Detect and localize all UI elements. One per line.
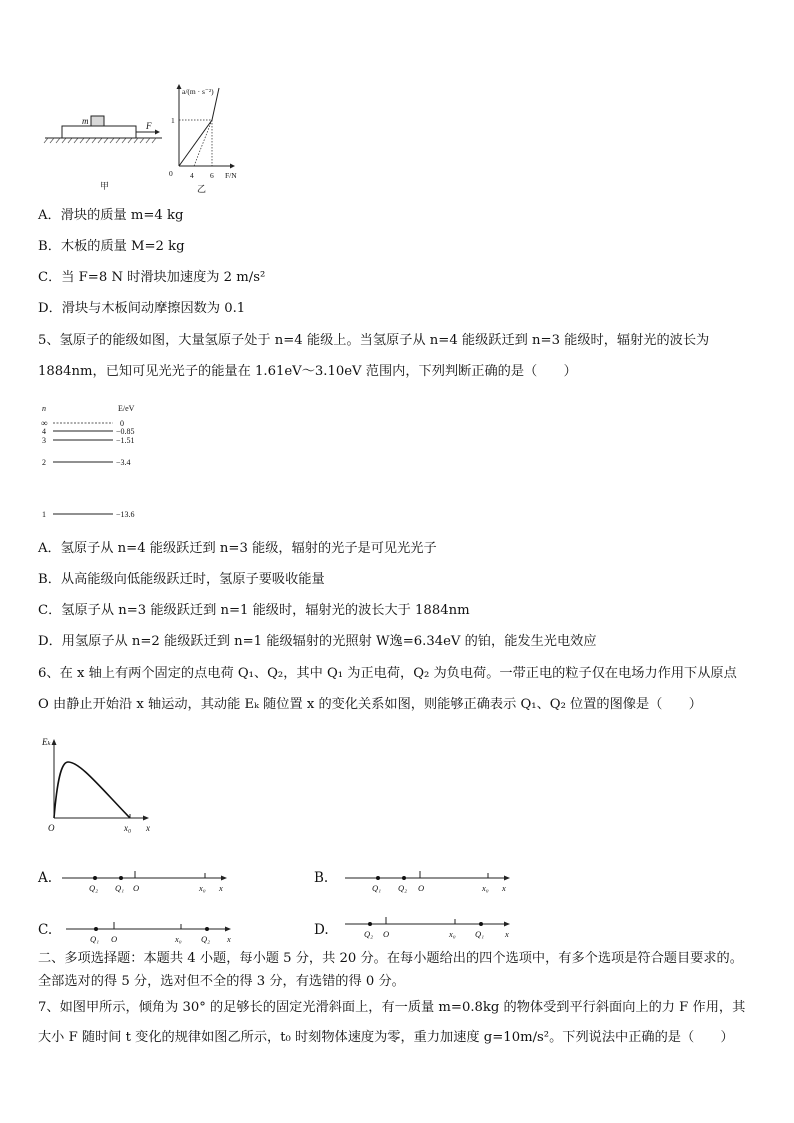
label-q2: Q₂ bbox=[89, 883, 99, 893]
q6-option-c-letter: C. bbox=[38, 922, 53, 938]
level-e-2: −3.4 bbox=[116, 458, 131, 467]
block bbox=[91, 116, 104, 126]
level-e-4: −0.85 bbox=[116, 427, 135, 436]
q7-stem-line1: 7、如图甲所示，倾角为 30° 的足够长的固定光滑斜面上，有一质量 m=0.8kg 的物体受到平行斜面向上的力 F 作用，其 bbox=[38, 1000, 746, 1015]
charge-dot bbox=[368, 922, 372, 926]
q7-stem-line2: 大小 F 随时间 t 变化的规律如图乙所示，t₀ 时刻物体速度为零，重力加速度 g=10m/s²。下列说法中正确的是（ ） bbox=[38, 1030, 734, 1045]
label-q2: Q₂ bbox=[364, 929, 374, 939]
q6-option-d-letter: D. bbox=[314, 922, 329, 938]
level-n-4: 4 bbox=[42, 427, 46, 436]
yi-caption: 乙 bbox=[197, 184, 207, 194]
q5-option-b: B．从高能级向低能级跃迁时，氢原子要吸收能量 bbox=[38, 572, 325, 587]
label-q1: Q₁ bbox=[372, 883, 382, 893]
label-x0: x₀ bbox=[199, 883, 206, 893]
label-q1: Q₁ bbox=[90, 934, 100, 944]
label-x0: x₀ bbox=[175, 934, 182, 944]
level-n-3: 3 bbox=[42, 436, 46, 445]
label-x0: x₀ bbox=[482, 883, 489, 893]
q4-option-c: C．当 F=8 N 时滑块加速度为 2 m/s² bbox=[38, 270, 266, 285]
q6-stem-line2: O 由静止开始沿 x 轴运动，其动能 Eₖ 随位置 x 的变化关系如图，则能够正确表示 Q₁、Q₂ 位置的图像是（ ） bbox=[38, 697, 702, 712]
ek-y-label: Eₖ bbox=[42, 737, 51, 747]
label-x0: x₀ bbox=[449, 929, 456, 939]
label-x: x bbox=[505, 929, 509, 939]
ek-graph bbox=[40, 732, 160, 837]
q5-option-a: A．氢原子从 n=4 能级跃迁到 n=3 能级，辐射的光子是可见光光子 bbox=[38, 541, 437, 556]
y-tick-1: 1 bbox=[171, 116, 175, 125]
label-o: O bbox=[111, 934, 118, 944]
label-o: O bbox=[418, 883, 425, 893]
q5-option-c: C．氢原子从 n=3 能级跃迁到 n=1 能级时，辐射光的波长大于 1884nm bbox=[38, 603, 470, 618]
q5-option-d: D．用氢原子从 n=2 能级跃迁到 n=1 能级辐射的光照射 W逸=6.34eV 的铂，能发生光电效应 bbox=[38, 634, 597, 649]
label-o: O bbox=[383, 929, 390, 939]
board bbox=[62, 126, 136, 138]
level-n-2: 2 bbox=[42, 458, 46, 467]
charge-dot bbox=[376, 876, 380, 880]
q4-option-d: D．滑块与木板间动摩擦因数为 0.1 bbox=[38, 301, 246, 316]
section2-line2: 全部选对的得 5 分，选对但不全的得 3 分，有选错的得 0 分。 bbox=[38, 974, 405, 989]
q6-stem-line1: 6、在 x 轴上有两个固定的点电荷 Q₁、Q₂，其中 Q₁ 为正电荷，Q₂ 为负电荷。一带正电的粒子仅在电场力作用下从原点 bbox=[38, 666, 737, 681]
ek-curve bbox=[54, 762, 130, 818]
label-q2: Q₂ bbox=[201, 934, 211, 944]
charge-dot bbox=[93, 876, 97, 880]
force-arrowhead bbox=[155, 130, 160, 135]
section2-line1: 二、多项选择题：本题共 4 小题，每小题 5 分，共 20 分。在每小题给出的四个选项中，有多个选项是符合题目要求的。 bbox=[38, 951, 743, 966]
label-x: x bbox=[227, 934, 231, 944]
label-o: O bbox=[133, 883, 140, 893]
q6-option-b-axis bbox=[345, 866, 525, 894]
jia-caption: 甲 bbox=[100, 181, 110, 191]
y-axis-label: a/(m · s⁻²) bbox=[182, 87, 214, 96]
charge-dot bbox=[402, 876, 406, 880]
q6-option-a-axis bbox=[62, 866, 242, 894]
q6-option-b-letter: B. bbox=[314, 870, 329, 886]
q5-stem-line1: 5、氢原子的能级如图，大量氢原子处于 n=4 能级上。当氢原子从 n=4 能级跃迁到 n=3 能级时，辐射光的波长为 bbox=[38, 333, 710, 348]
label-x: x bbox=[502, 883, 506, 893]
ek-x0-label: x₀ bbox=[124, 823, 132, 833]
q4-option-a: A．滑块的质量 m=4 kg bbox=[38, 208, 184, 223]
graph-line bbox=[179, 88, 219, 166]
energy-level-diagram bbox=[38, 400, 168, 525]
level-e-inf: 0 bbox=[120, 419, 124, 428]
charge-dot bbox=[479, 922, 483, 926]
q5-stem-line2: 1884nm，已知可见光光子的能量在 1.61eV～3.10eV 范围内，下列判断正确的是（ ） bbox=[38, 364, 577, 379]
level-e-1: −13.6 bbox=[116, 510, 135, 519]
label-q1: Q₁ bbox=[475, 929, 485, 939]
n-header: n bbox=[42, 404, 46, 413]
level-n-1: 1 bbox=[42, 510, 46, 519]
x-tick-4: 4 bbox=[190, 171, 194, 180]
charge-dot bbox=[119, 876, 123, 880]
level-e-3: −1.51 bbox=[116, 436, 135, 445]
block-label: m bbox=[82, 116, 89, 126]
label-q1: Q₁ bbox=[115, 883, 125, 893]
dashed-ext bbox=[194, 120, 212, 166]
q6-option-c-axis bbox=[66, 917, 246, 945]
level-n-inf: ∞ bbox=[41, 418, 48, 428]
q4-option-b: B．木板的质量 M=2 kg bbox=[38, 239, 185, 254]
force-label: F bbox=[146, 121, 152, 131]
q4-figure-yi bbox=[165, 82, 255, 194]
q6-option-d-axis bbox=[345, 912, 525, 940]
charge-dot bbox=[205, 927, 209, 931]
x-axis-label: F/N bbox=[225, 171, 237, 180]
q6-option-a-letter: A. bbox=[38, 870, 53, 886]
ground-hatch bbox=[44, 138, 156, 143]
charge-dot bbox=[94, 927, 98, 931]
origin-label: 0 bbox=[169, 169, 173, 178]
ek-origin: O bbox=[48, 823, 55, 833]
x-tick-6: 6 bbox=[210, 171, 214, 180]
ek-x-label: x bbox=[146, 823, 150, 833]
label-q2: Q₂ bbox=[398, 883, 408, 893]
label-x: x bbox=[219, 883, 223, 893]
q4-figure-jia bbox=[40, 105, 170, 195]
e-header: E/eV bbox=[118, 404, 135, 413]
